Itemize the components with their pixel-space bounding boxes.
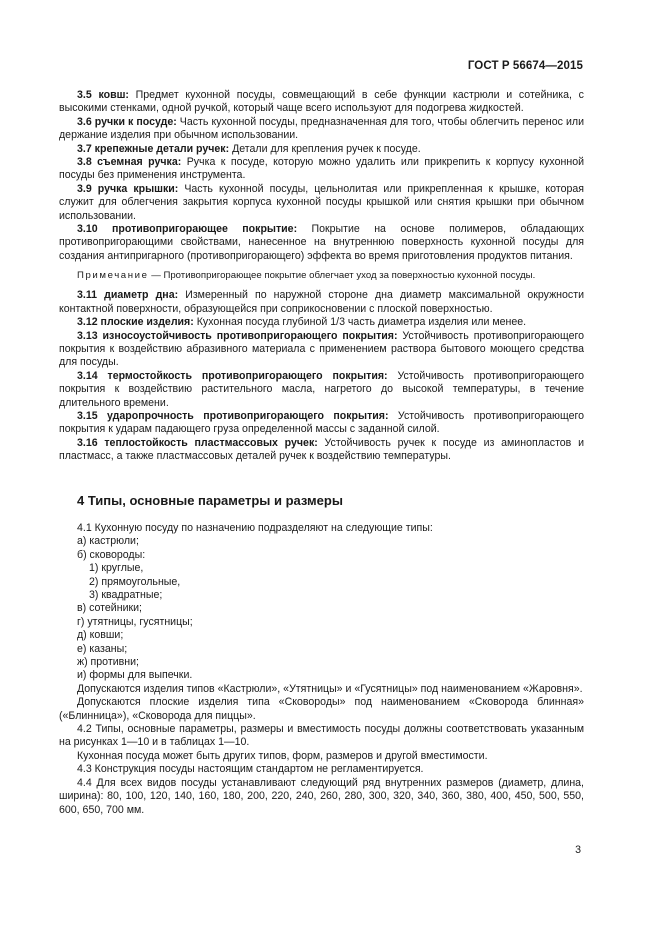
term: 3.6 ручки к посуде:: [77, 115, 177, 128]
list-item: г) утятницы, гусятницы;: [77, 615, 193, 628]
definitions-list-a: [59, 89, 584, 263]
definition-3-15: [59, 410, 584, 437]
term: 3.11 диаметр дна:: [77, 289, 179, 302]
definition-text: Кухонная посуда глубиной 1/3 часть диаметра изделия или менее.: [193, 316, 527, 329]
list-item: в) сотейники;: [77, 602, 142, 615]
term: 3.15 ударопрочность противопригорающего покрытия:: [77, 409, 389, 422]
term: 3.10 противопригорающее покрытие:: [77, 223, 298, 236]
definition-text: Устойчивость противопригорающего покрытия к ударам падающего груза определенной массы с заданной силой.: [59, 409, 584, 436]
definition-text: Часть кухонной посуды, предназначенная для того, чтобы облегчить перенос или держание изделия при обычном использовании.: [59, 115, 585, 142]
term: 3.8 съемная ручка:: [77, 156, 182, 169]
definition-3-8: [59, 156, 584, 183]
paragraph: Кухонная посуда может быть других типов, форм, размеров и другой вместимости.: [77, 749, 488, 762]
definition-3-9: [59, 183, 584, 223]
term: 3.13 износоустойчивость противопригорающего покрытия:: [77, 329, 398, 342]
definition-3-11: [59, 289, 584, 316]
term: 3.5 ковш:: [77, 89, 129, 101]
sub-list-item: 1) круглые,: [89, 562, 144, 575]
definition-3-10: [59, 223, 584, 263]
page-body: [59, 89, 584, 817]
definitions-list-b: [59, 289, 584, 463]
list-item: б) сковороды:: [77, 548, 146, 561]
sub-list-item: 2) прямоугольные,: [89, 575, 181, 588]
list-item: е) казаны;: [77, 642, 128, 655]
definition-3-16: [59, 437, 584, 464]
list-item: и) формы для выпечки.: [77, 669, 193, 682]
list-item: д) ковши;: [77, 629, 124, 642]
paragraph: 4.3 Конструкция посуды настоящим стандартом не регламентируется.: [77, 763, 424, 776]
note-text: — Противопригорающее покрытие облегчает уход за поверхностью кухонной посуды.: [148, 270, 536, 282]
definition-text: Устойчивость противопригорающего покрытия к воздействию абразивного материала с применением раствора бытового моющего средства для посуды.: [59, 329, 584, 369]
definition-3-12: [59, 316, 584, 329]
section-intro: 4.1 Кухонную посуду по назначению подразделяют на следующие типы:: [77, 521, 433, 534]
definition-text: Ручка к посуде, которую можно удалить или прикрепить к корпусу кухонной посуды без применения инструмента.: [59, 156, 585, 182]
term: 3.7 крепежные детали ручек:: [77, 142, 230, 155]
list-item: а) кастрюли;: [77, 535, 139, 548]
term: 3.9 ручка крышки:: [77, 182, 179, 195]
definition-text: Предмет кухонной посуды, совмещающий в себе функции кастрюли и сотейника, с высокими стенками, одной ручкой, который чаще всего используют для подогрева жидкостей.: [59, 89, 584, 115]
document-code: ГОСТ Р 56674—2015: [467, 60, 583, 72]
definition-3-13: [59, 330, 584, 370]
definition-text: Устойчивость противопригорающего покрытия к воздействию растительного масла, нагретого до высокой температуры, в течение длительного времени.: [59, 369, 584, 409]
note: [59, 270, 584, 282]
note-label: Примечание: [77, 270, 149, 282]
definition-text: Измеренный по наружной стороне дна диаметр максимальной окружности контактной поверхности, образующейся при соприкосновении с плоской поверхностью.: [59, 289, 584, 315]
page-number: 3: [575, 844, 581, 856]
term: 3.12 плоские изделия:: [77, 316, 194, 329]
definition-3-6: [59, 116, 584, 143]
paragraph: 4.2 Типы, основные параметры, размеры и вместимость посуды должны соответствовать указанным на рисунках 1—10 и в таблицах 1—10.: [59, 723, 584, 749]
section-heading: 4 Типы, основные параметры и размеры: [77, 492, 343, 508]
list-item: ж) противни;: [77, 656, 139, 669]
definition-3-14: [59, 370, 584, 410]
term: 3.14 термостойкость противопригорающего покрытия:: [77, 369, 388, 382]
definition-text: Устойчивость ручек к посуде из аминопластов и пластмасс, а также пластмассовых деталей ручек к воздействию температуры.: [59, 436, 584, 463]
term: 3.16 теплостойкость пластмассовых ручек:: [77, 436, 318, 449]
definition-text: Детали для крепления ручек к посуде.: [229, 142, 421, 155]
definition-text: Покрытие на основе полимеров, обладающих противопригорающими свойствами, нанесенное на внутреннюю поверхность кухонной посуды для создания антипригарного (противопригорающего) эффекта во время приготовления продуктов питания.: [59, 223, 584, 262]
definition-text: Часть кухонной посуды, цельнолитая или прикрепленная к крышке, которая служит для облегчения закрытия корпуса кухонной посуды крышкой или снятия крышки при обычном использовании.: [59, 182, 584, 222]
definition-3-7: [59, 143, 584, 156]
paragraph: Допускаются плоские изделия типа «Сковороды» под наименованием «Сковорода блинная» («Блинница»), «Сковорода для пиццы».: [59, 696, 584, 722]
paragraph: 4.4 Для всех видов посуды устанавливают следующий ряд внутренних размеров (диаметр, длина, ширина): 80, 100, 120, 140, 160, 180, 200, 220, 240, 260, 280, 300, 320, 340, 360, 380, 400, 450, 500, 550, 600, 650, 700 мм.: [59, 776, 584, 816]
sub-list-item: 3) квадратные;: [89, 589, 163, 601]
paragraph: Допускаются изделия типов «Кастрюли», «Утятницы» и «Гусятницы» под наименованием «Жаровня».: [77, 682, 583, 695]
definition-3-5: [59, 89, 584, 116]
